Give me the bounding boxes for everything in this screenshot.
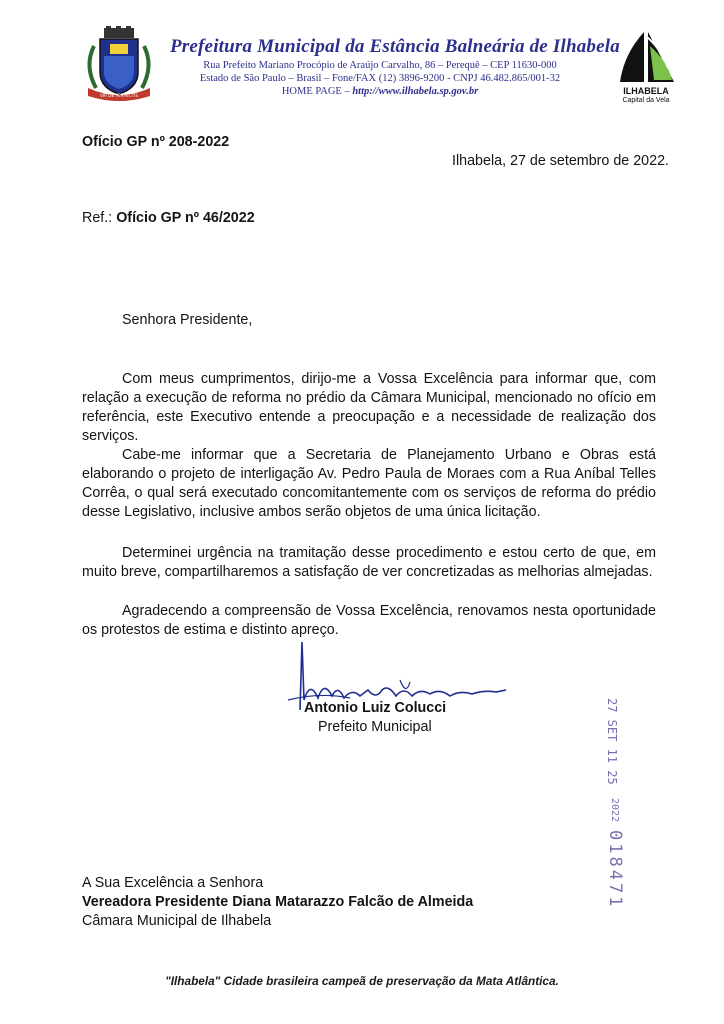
homepage-link[interactable]: http://www.ilhabela.sp.gov.br [352,86,479,97]
recipient-line1: A Sua Excelência a Senhora [82,875,264,891]
paragraph-2-text: Cabe-me informar que a Secretaria de Planejamento Urbano e Obras está elaborando o projeto de interligação Av. Pedro Paula de Moraes com a Rua Aníbal Telles Corrêa, o qual será executado concomitantemente com os serviços de reforma do prédio desse Legislativo, inclusive ambos serão objetos de uma única licitação. [82,447,656,520]
header-homepage [170,86,590,97]
protocol-stamp [582,690,638,920]
paragraph-4 [82,602,656,640]
logo-tagline: Capital da Vela [622,97,670,104]
stamp-number: 018471 [605,830,625,910]
paragraph-3 [82,544,656,582]
coat-banner-text: VIR DE PERFECTIS [99,93,139,98]
header-address-line1: Rua Prefeito Mariano Procópio de Araújo Carvalho, 86 – Perequê – CEP 11630-000 [203,60,557,71]
header-title: Prefeitura Municipal da Estância Balneária de Ilhabela [170,36,620,57]
stamp-date: 27 SET 11 25 [605,698,619,785]
paragraph-2 [82,446,656,522]
document-date: Ilhabela, 27 de setembro de 2022. [452,153,669,169]
oficio-number: Ofício GP nº 208-2022 [82,134,230,150]
salutation: Senhora Presidente, [122,312,253,328]
reference-line [82,209,255,228]
footer-quote: "Ilhabela" [165,974,221,988]
homepage-label: HOME PAGE – [281,86,350,97]
ilhabela-sail-logo [610,28,682,88]
signer-name: Antonio Luiz Colucci [304,700,447,716]
stamp-year: 2022 [609,798,620,823]
logo-name: ILHABELA [623,86,669,96]
paragraph-4-text: Agradecendo a compreensão de Vossa Excelência, renovamos nesta oportunidade os protestos de estima e distinto apreço. [82,603,656,638]
paragraph-1 [82,370,656,446]
footer-slogan [0,974,724,988]
footer-text: Cidade brasileira campeã de preservação da Mata Atlântica. [223,974,559,988]
recipient-line2: Vereadora Presidente Diana Matarazzo Falcão de Almeida [82,894,474,910]
coat-of-arms-logo [80,26,158,102]
header-address-line2: Estado de São Paulo – Brasil – Fone/FAX (12) 3896-9200 - CNPJ 46.482.865/001-32 [199,73,561,84]
signer-title: Prefeito Municipal [318,719,432,735]
reference-value: Ofício GP nº 46/2022 [116,210,255,226]
reference-label: Ref.: [82,210,113,226]
paragraph-1-text: Com meus cumprimentos, dirijo-me a Vossa Excelência para informar que, com relação a execução de reforma no prédio da Câmara Municipal, mencionado no ofício em referência, este Executivo entende a preocupação e a necessidade de realização dos serviços. [82,371,656,444]
paragraph-3-text: Determinei urgência na tramitação desse procedimento e estou certo de que, em muito breve, compartilharemos a satisfação de ver concretizadas as melhorias almejadas. [82,545,656,580]
recipient-line3: Câmara Municipal de Ilhabela [82,913,272,929]
